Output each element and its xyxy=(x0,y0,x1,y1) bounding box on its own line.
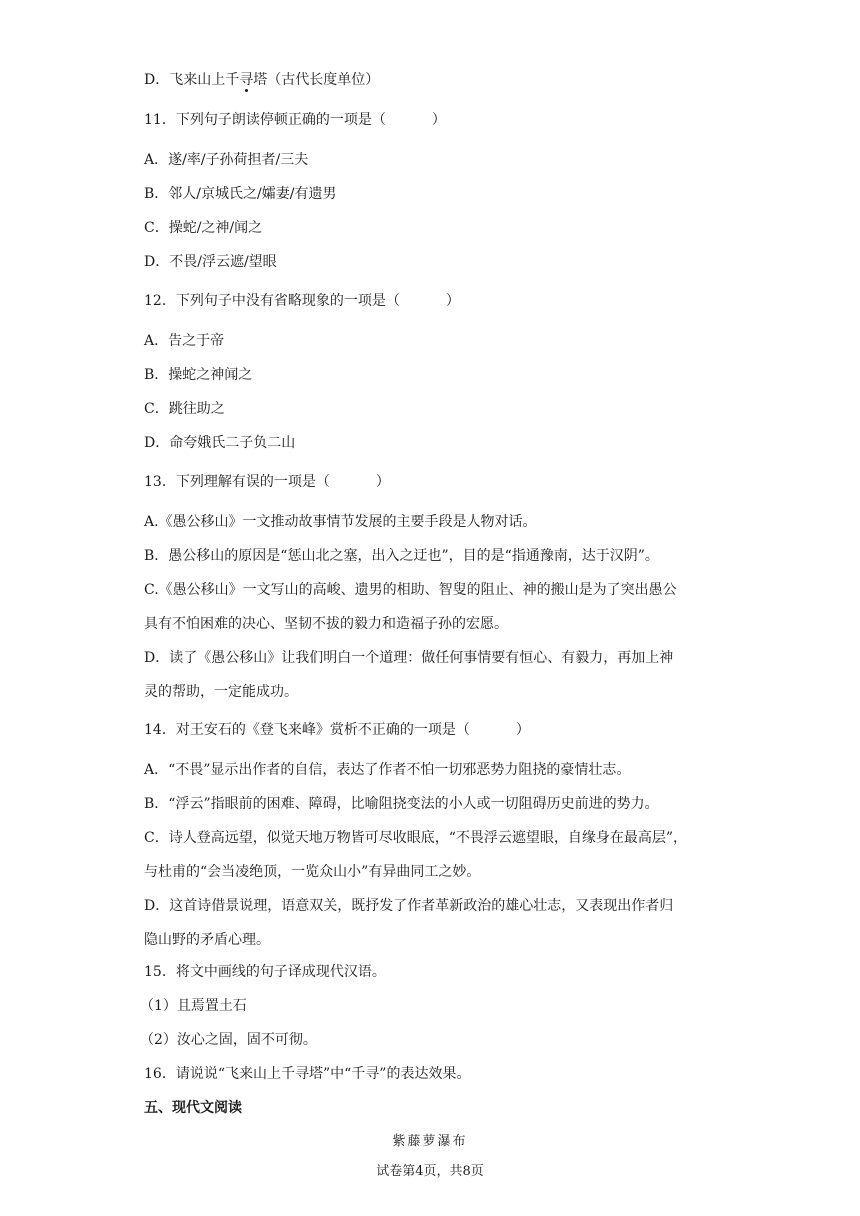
passage-title: 紫藤萝瀑布 xyxy=(392,1134,468,1149)
q13-option-a: A.《愚公移山》一文推动故事情节发展的主要手段是人物对话。 xyxy=(144,514,537,530)
q11-option-d: D．不畏/浮云遮/望眼 xyxy=(144,254,277,270)
q10-d-text-a: D．飞来山上千 xyxy=(144,72,240,88)
q12-option-c: C．跳往助之 xyxy=(144,401,225,417)
q14-option-a: A．“不畏”显示出作者的自信，表达了作者不怕一切邪恶势力阻挠的豪情壮志。 xyxy=(144,762,631,778)
q13-option-d-line2: 灵的帮助，一定能成功。 xyxy=(144,684,298,700)
q12-option-a: A．告之于帝 xyxy=(144,333,225,349)
q11-option-a: A．遂/率/子孙荷担者/三夫 xyxy=(144,152,309,168)
q15-sub-2: （2）汝心之固，固不可彻。 xyxy=(140,1032,317,1048)
q12-option-b: B．操蛇之神闻之 xyxy=(144,367,253,383)
q14-option-b: B．“浮云”指眼前的困难、障碍，比喻阻挠变法的小人或一切阻碍历史前进的势力。 xyxy=(144,796,659,812)
q14-option-d-line1: D．这首诗借景说理，语意双关，既抒发了作者革新政治的雄心壮志，又表现出作者归 xyxy=(144,898,674,914)
q14-stem-text: 14．对王安石的《登飞来峰》赏析不正确的一项是（ xyxy=(144,722,470,738)
q14-stem xyxy=(144,720,530,740)
emphasis-dot-char: 寻 xyxy=(239,72,254,88)
q16-stem: 16．请说说“飞来山上千寻塔”中“千寻”的表达效果。 xyxy=(144,1066,471,1082)
page-footer: 试卷第4页，共8页 xyxy=(376,1164,484,1179)
q11-option-b: B．邻人/京城氏之/孀妻/有遗男 xyxy=(144,186,337,202)
q11-stem xyxy=(144,110,446,130)
q13-stem xyxy=(144,472,390,492)
q12-stem-text: 12．下列句子中没有省略现象的一项是（ xyxy=(144,293,400,309)
q11-option-c: C．操蛇/之神/闻之 xyxy=(144,220,263,236)
q15-sub-1: （1）且焉置土石 xyxy=(140,998,247,1014)
q12-stem-close: ） xyxy=(445,293,460,309)
q10-d-text-b: 塔（古代长度单位） xyxy=(253,72,380,88)
q11-stem-text: 11．下列句子朗读停顿正确的一项是（ xyxy=(144,112,386,128)
q13-option-c-line2: 具有不怕困难的决心、坚韧不拔的毅力和造福子孙的宏愿。 xyxy=(144,616,508,632)
q10-option-d xyxy=(144,70,379,90)
q13-stem-close: ） xyxy=(375,474,390,490)
q13-option-d-line1: D．读了《愚公移山》让我们明白一个道理：做任何事情要有恒心、有毅力，再加上神 xyxy=(144,650,674,666)
section-heading: 五、现代文阅读 xyxy=(144,1100,242,1116)
q12-stem xyxy=(144,291,460,311)
q14-option-c-line1: C．诗人登高远望，似觉天地万物皆可尽收眼底，“不畏浮云遮望眼，自缘身在最高层”， xyxy=(144,830,688,846)
q14-option-d-line2: 隐山野的矛盾心理。 xyxy=(144,932,270,948)
q13-option-b: B．愚公移山的原因是“惩山北之塞，出入之迂也”，目的是“指通豫南，达于汉阴”。 xyxy=(144,548,659,564)
q13-stem-text: 13．下列理解有误的一项是（ xyxy=(144,474,330,490)
q14-stem-close: ） xyxy=(515,722,530,738)
q11-stem-close: ） xyxy=(431,112,446,128)
q15-stem: 15．将文中画线的句子译成现代汉语。 xyxy=(144,964,386,980)
q12-option-d: D．命夸娥氏二子负二山 xyxy=(144,435,296,451)
q14-option-c-line2: 与杜甫的“会当凌绝顶，一览众山小”有异曲同工之妙。 xyxy=(144,864,481,880)
q13-option-c-line1: C.《愚公移山》一文写山的高峻、遗男的相助、智叟的阻止、神的搬山是为了突出愚公 xyxy=(144,582,677,598)
